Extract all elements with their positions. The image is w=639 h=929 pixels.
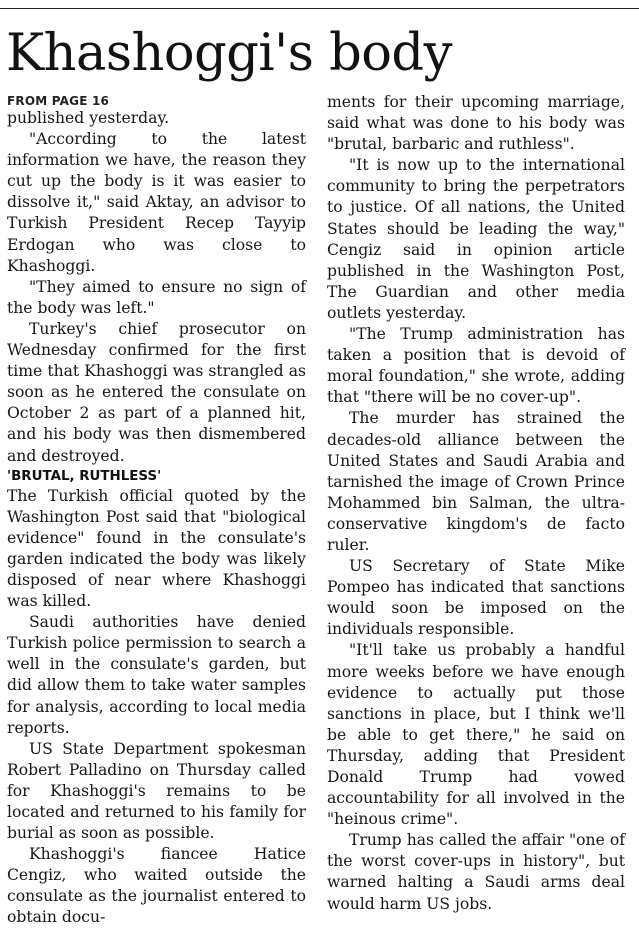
article-column-right [327, 92, 625, 915]
paragraph: US Secretary of State Mike Pompeo has indicated that sanctions would soon be imposed on the individuals responsible. [327, 557, 625, 639]
headline: Khashoggi's body [6, 24, 452, 83]
paragraph: "According to the latest information we have, the reason they cut up the body is it was easier to dissolve it," said Aktay, an advisor to Turkish President Recep Tayyip Erdogan who was close to Khashoggi. [7, 130, 306, 275]
paragraph: The Turkish official quoted by the Washington Post said that "biological evidence" found in the consulate's garden indicated the body was likely disposed of near where Khashoggi was killed. [7, 486, 306, 611]
paragraph: published yesterday. [7, 109, 170, 127]
paragraph: US State Department spokesman Robert Palladino on Thursday called for Khashoggi's remains to be located and returned to his family for burial as soon as possible. [7, 739, 306, 843]
paragraph: ments for their upcoming marriage, said what was done to his body was "brutal, barbaric and ruthless". [327, 93, 625, 154]
jump-line: FROM PAGE 16 [7, 94, 110, 108]
subheading: 'BRUTAL, RUTHLESS' [7, 468, 162, 484]
paragraph: Turkey's chief prosecutor on Wednesday confirmed for the first time that Khashoggi was strangled as soon as he entered the consulate on October 2 as part of a planned hit, and his body was then dismembered and destroyed. [7, 319, 306, 465]
paragraph: Saudi authorities have denied Turkish police permission to search a well in the consulate's garden, but did allow them to take water samples for analysis, according to local media reports. [7, 613, 306, 737]
page-edge-mark [500, 0, 536, 6]
top-rule [0, 8, 639, 9]
paragraph: The murder has strained the decades-old alliance between the United States and Saudi Arabia and tarnished the image of Crown Prince Mohammed bin Salman, the ultra-conservative kingdom's de facto ruler. [327, 409, 625, 554]
paragraph: Trump has called the affair "one of the worst cover-ups in history", but warned halting a Saudi arms deal would harm US jobs. [327, 831, 625, 913]
paragraph: "It is now up to the international community to bring the perpetrators to justice. Of all nations, the United States should be leading the way," Cengiz said in opinion article published in the Washington Post, The Guardian and other media outlets yesterday. [327, 156, 625, 322]
article-column-left [7, 92, 306, 929]
paragraph: "The Trump administration has taken a position that is devoid of moral foundation," she wrote, adding that "there will be no cover-up". [327, 325, 625, 407]
paragraph: Khashoggi's fiancee Hatice Cengiz, who waited outside the consulate as the journalist entered to obtain docu- [7, 845, 306, 927]
paragraph: "They aimed to ensure no sign of the body was left." [7, 277, 306, 317]
paragraph: "It'll take us probably a handful more weeks before we have enough evidence to actually put those sanctions in place, but I think we'll be able to get there," he said on Thursday, adding that President Donald Trump had vowed accountability for all involved in the "heinous crime". [327, 641, 625, 829]
